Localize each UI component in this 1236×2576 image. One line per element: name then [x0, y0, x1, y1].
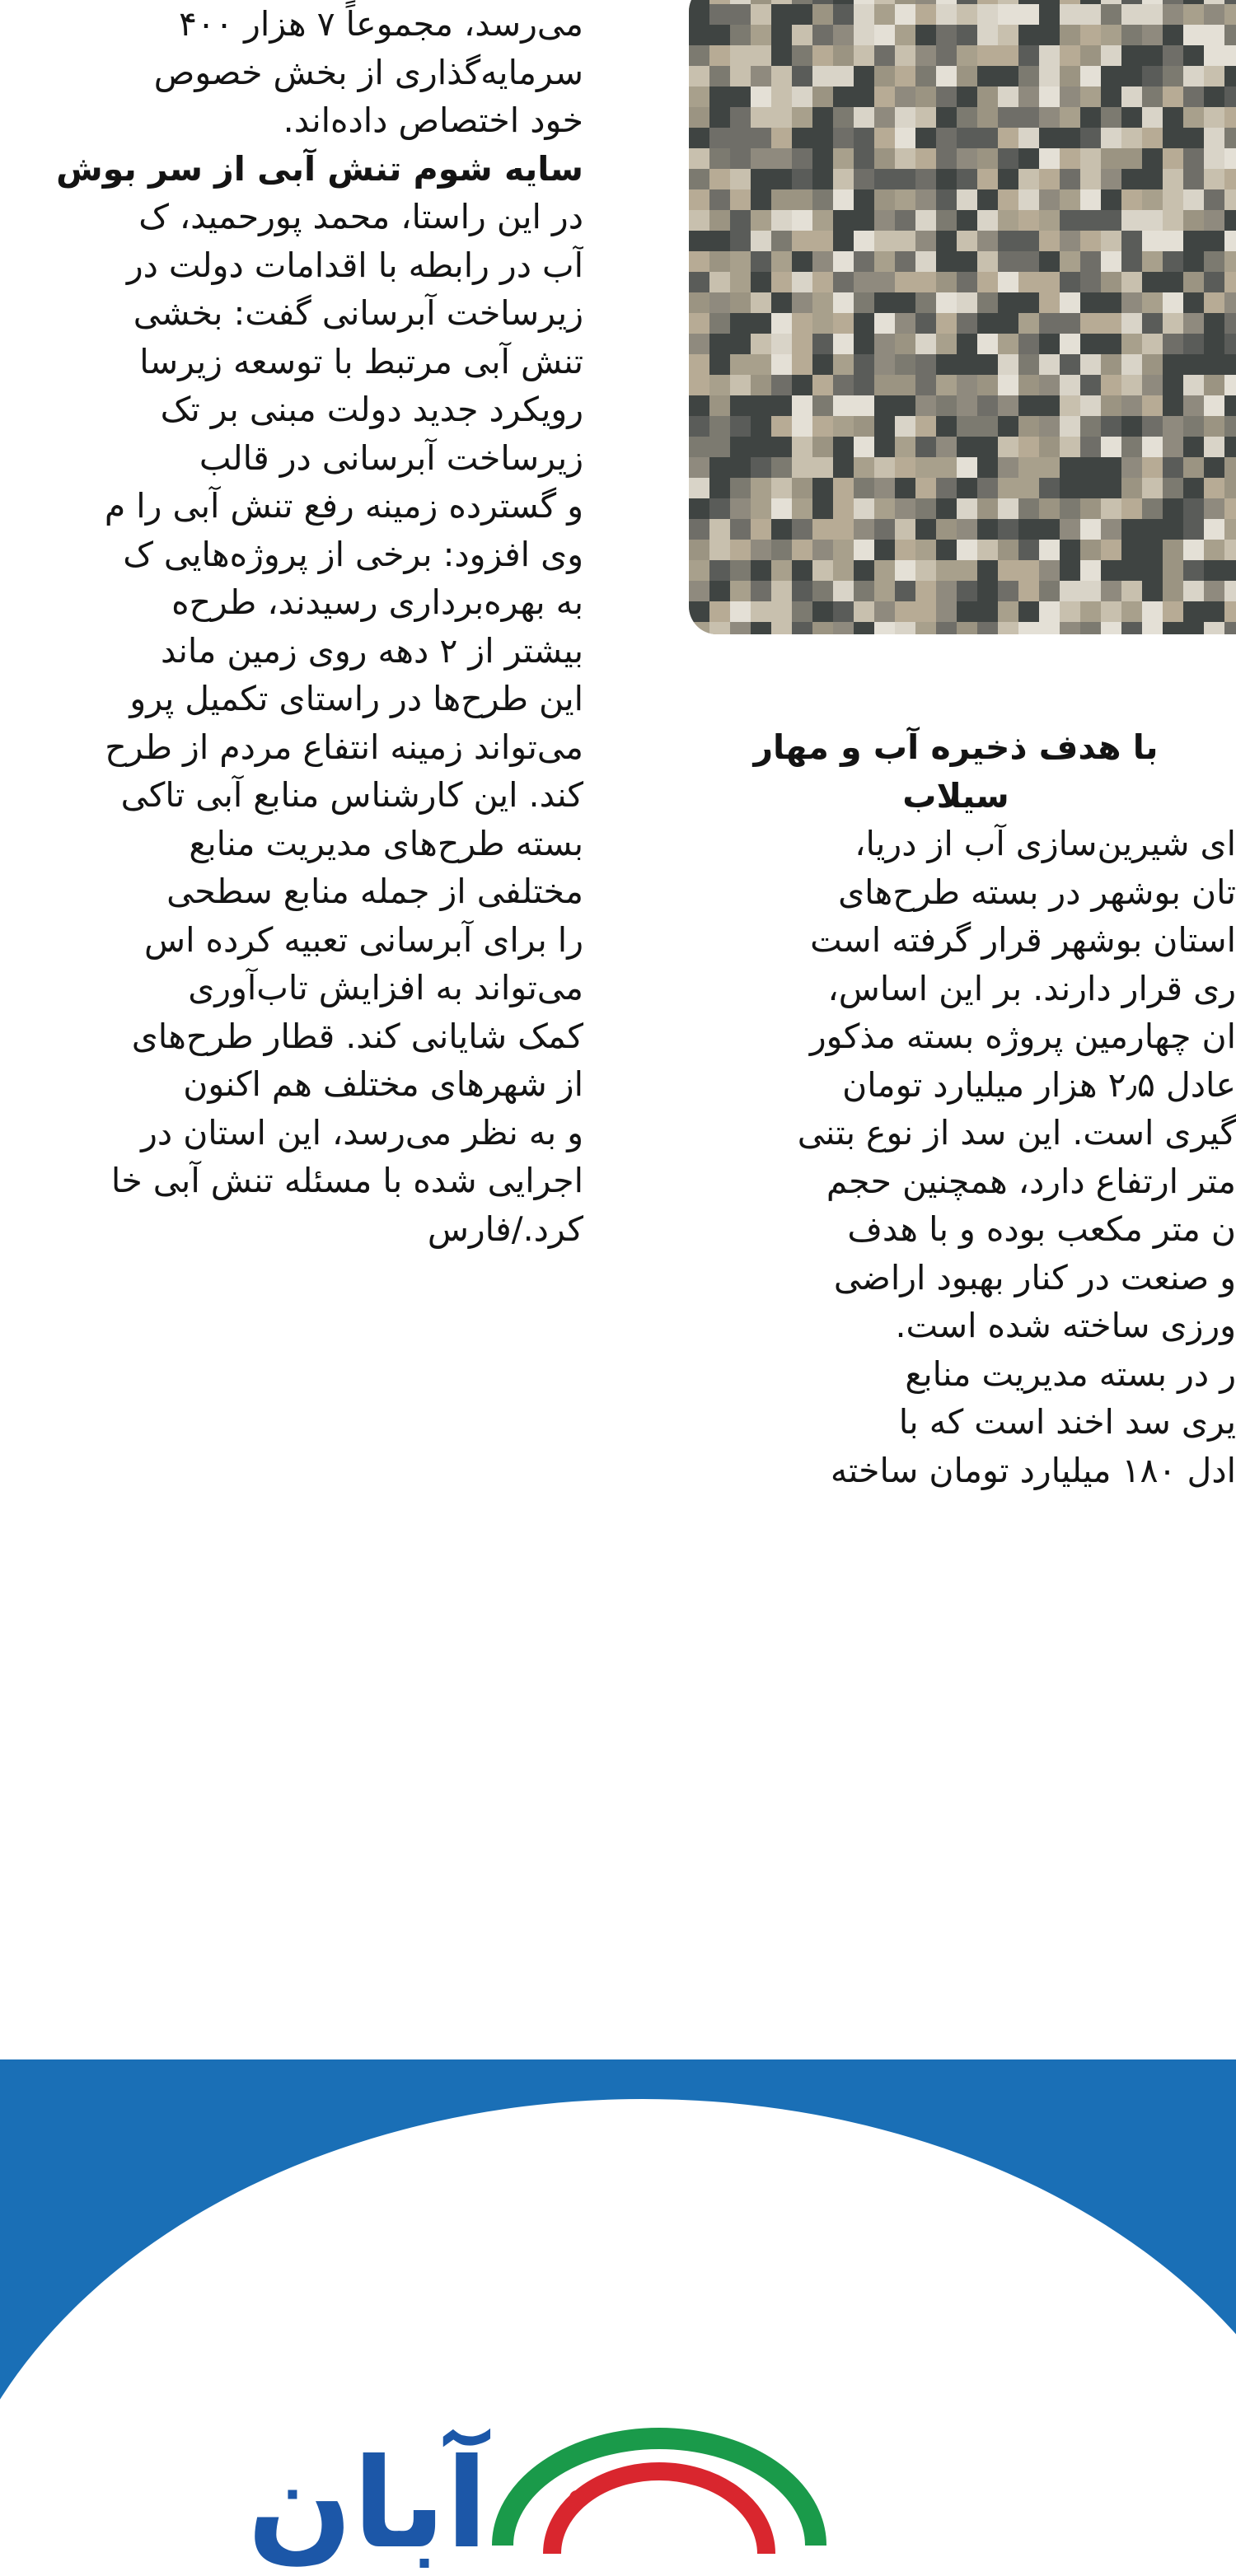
article-line: گیری است. این سد از نوع بتنی — [797, 1113, 1236, 1152]
section-heading: با هدف ذخیره آب و مهار — [753, 727, 1159, 767]
article-line: زیرساخت آبرسانی گفت: بخشی — [133, 293, 583, 333]
article-line: آب در رابطه با اقدامات دولت در — [126, 245, 583, 285]
article-line: بیشتر از ۲ دهه روی زمین ماند — [160, 630, 583, 671]
article-line: تنش آبی مرتبط با توسعه زیرسا — [139, 341, 583, 381]
section-heading: سیلاب — [902, 775, 1009, 816]
article-line: ورزی ساخته شده است. — [895, 1306, 1236, 1345]
article-line: و گسترده زمینه رفع تنش آبی را م — [104, 486, 583, 526]
article-line: بسته طرح‌های مدیریت منابع — [189, 823, 583, 863]
article-line: متر ارتفاع دارد، همچنین حجم — [826, 1161, 1236, 1201]
article-line: ن متر مکعب بوده و با هدف — [847, 1209, 1236, 1249]
article-line: و صنعت در کنار بهبود اراضی — [833, 1257, 1236, 1297]
article-line: رویکرد جدید دولت مبنی بر تک — [160, 390, 583, 429]
aerial-photo-image — [689, 0, 1236, 634]
flag-arc-logo-icon — [486, 2422, 832, 2554]
article-line: استان بوشهر قرار گرفته است — [810, 920, 1236, 960]
article-right-column — [0, 0, 583, 1253]
news-photo — [689, 0, 1236, 634]
article-line: ان چهارمین پروژه بسته مذکور — [809, 1017, 1236, 1056]
article-line: کند. این کارشناس منابع آبی تاکی — [120, 775, 583, 815]
article-line: کمک شایانی کند. قطار طرح‌های — [131, 1016, 583, 1056]
logo-text: آبان — [247, 2433, 489, 2576]
article-line: تان بوشهر در بسته طرح‌های — [838, 872, 1236, 912]
article-line: و به نظر می‌رسد، این استان در — [141, 1112, 583, 1152]
article-line: ری قرار دارند. بر این اساس، — [827, 968, 1236, 1008]
article-line: مختلفی از جمله منابع سطحی — [166, 872, 583, 911]
article-line: خود اختصاص داده‌اند. — [283, 101, 583, 140]
article-line: ر در بسته مدیریت منابع — [905, 1353, 1236, 1394]
article-line: از شهرهای مختلف هم اکنون — [183, 1064, 583, 1104]
article-line: در این راستا، محمد پورحمید، ک — [138, 197, 583, 236]
article-line: به بهره‌برداری رسیدند، طرح‌ه — [171, 582, 583, 622]
section-subheading: سایه شوم تنش آبی از سر بوش — [56, 148, 583, 189]
article-line: را برای آبرسانی تعبیه کرده اس — [144, 919, 583, 960]
article-line: می‌تواند زمینه انتفاع مردم از طرح — [105, 727, 583, 767]
article-line: عادل ۲٫۵ هزار میلیارد تومان — [842, 1064, 1236, 1105]
article-line: زیرساخت آبرسانی در قالب — [199, 437, 583, 478]
article-line: وی افزود: برخی از پروژه‌هایی ک — [123, 534, 583, 574]
article-line: ای شیرین‌سازی آب از دریا، — [854, 824, 1236, 863]
article-line: می‌تواند به افزایش تاب‌آوری — [188, 968, 583, 1007]
article-line: می‌رسد، مجموعاً ۷ هزار ۴۰۰ — [179, 4, 583, 44]
article-left-column — [676, 723, 1236, 1494]
article-line: این طرح‌ها در راستای تکمیل پرو — [129, 679, 583, 718]
article-line: اجرایی شده با مسئله تنش آبی خا — [110, 1161, 583, 1200]
article-line-source: کرد./فارس — [427, 1209, 583, 1249]
article-line: سرمایه‌گذاری از بخش خصوص — [153, 52, 583, 92]
article-line: یری سد اخند است که با — [898, 1402, 1236, 1442]
article-line: ادل ۱۸۰ میلیارد تومان ساخته — [830, 1450, 1236, 1490]
